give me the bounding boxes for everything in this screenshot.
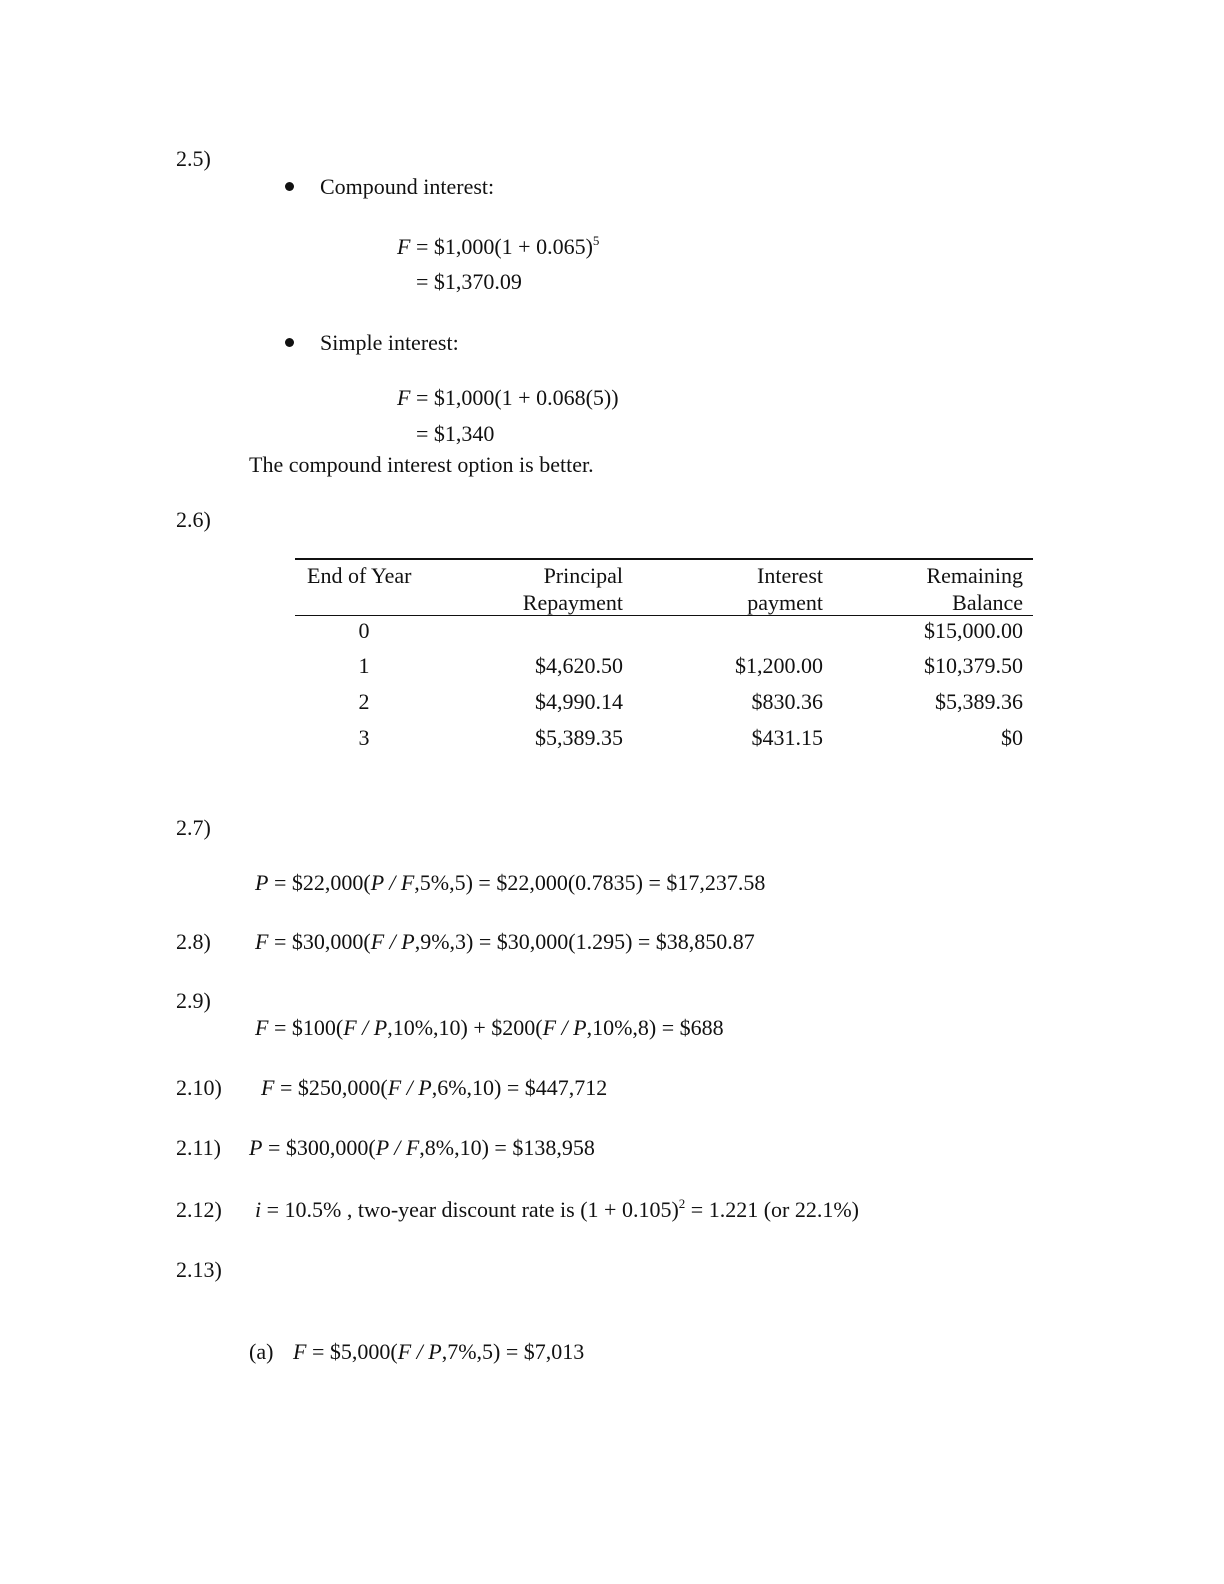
compound-equation-line2: = $1,370.09 — [416, 269, 522, 294]
equation-part: = 10.5% , two-year discount rate is (1 + 0.105) — [261, 1197, 679, 1222]
equation-part: = $22,000( — [268, 870, 371, 895]
equation-part: ,8%,10) = $138,958 — [419, 1135, 595, 1160]
exponent: 5 — [592, 233, 600, 248]
header-interest-2: payment — [747, 590, 823, 615]
factor-notation: F / P — [370, 929, 415, 954]
var-p: P — [249, 1135, 263, 1160]
header-end-of-year: End of Year — [307, 563, 412, 588]
equation-part: ,7%,5) = $7,013 — [441, 1339, 585, 1364]
exponent: 2 — [678, 1196, 686, 1211]
factor-notation: F / P — [542, 1015, 587, 1040]
equation-part: = $300,000( — [262, 1135, 376, 1160]
table-cell-balance: $10,379.50 — [924, 653, 1023, 678]
table-top-rule — [295, 558, 1033, 560]
var-f: F — [261, 1075, 275, 1100]
simple-equation-line2: = $1,340 — [416, 421, 495, 446]
var-p: P — [255, 870, 269, 895]
equation-part: ,9%,3) = $30,000(1.295) = $38,850.87 — [414, 929, 755, 954]
bullet-icon — [285, 338, 294, 347]
var-f: F — [293, 1339, 307, 1364]
var-f: F — [397, 385, 411, 410]
compound-equation-line1 — [397, 233, 600, 259]
table-cell-interest: $830.36 — [751, 689, 823, 714]
problem-label-2-13: 2.13) — [176, 1257, 222, 1282]
table-cell-balance: $5,389.36 — [935, 689, 1023, 714]
table-cell-year: 2 — [358, 689, 370, 714]
header-principal-1: Principal — [543, 563, 623, 588]
equation-part: ,5%,5) = $22,000(0.7835) = $17,237.58 — [414, 870, 766, 895]
simple-heading: Simple interest: — [320, 330, 459, 355]
table-header-rule — [295, 615, 1033, 616]
problem-label-2-10: 2.10) — [176, 1075, 222, 1100]
factor-notation: F / P — [397, 1339, 442, 1364]
factor-notation: F / P — [343, 1015, 388, 1040]
equation-2-13a — [293, 1341, 584, 1363]
problem-label-2-9: 2.9) — [176, 988, 211, 1013]
equation-part: = $100( — [268, 1015, 344, 1040]
compound-heading: Compound interest: — [320, 174, 495, 199]
factor-notation: F / P — [387, 1075, 432, 1100]
header-interest-1: Interest — [757, 563, 823, 588]
bullet-icon — [285, 182, 294, 191]
part-a-label: (a) — [249, 1339, 274, 1364]
equation-part: = $5,000( — [306, 1339, 398, 1364]
equation-2-12 — [255, 1196, 860, 1222]
table-cell-year: 0 — [358, 618, 370, 643]
factor-notation: P / F — [370, 870, 415, 895]
equation-2-8 — [255, 931, 755, 953]
problem-label-2-12: 2.12) — [176, 1197, 222, 1222]
table-cell-principal: $4,990.14 — [535, 689, 623, 714]
table-cell-balance: $15,000.00 — [924, 618, 1023, 643]
simple-equation-line1 — [397, 387, 619, 409]
table-cell-year: 1 — [358, 653, 370, 678]
equation-part: ,6%,10) = $447,712 — [431, 1075, 608, 1100]
table-cell-principal: $5,389.35 — [535, 725, 623, 750]
var-f: F — [255, 929, 269, 954]
header-remaining-1: Remaining — [926, 563, 1023, 588]
problem-label-2-11: 2.11) — [176, 1135, 222, 1160]
factor-notation: P / F — [375, 1135, 420, 1160]
equation-rhs: = $1,000(1 + 0.065) — [410, 234, 593, 259]
problem-label-2-6: 2.6) — [176, 507, 211, 532]
var-i: i — [255, 1197, 262, 1222]
header-remaining-2: Balance — [952, 590, 1023, 615]
conclusion-text: The compound interest option is better. — [249, 452, 594, 477]
table-cell-interest: $1,200.00 — [735, 653, 823, 678]
problem-label-2-8: 2.8) — [176, 929, 211, 954]
header-principal-2: Repayment — [522, 590, 623, 615]
equation-part: ,10%,8) = $688 — [586, 1015, 724, 1040]
table-cell-interest: $431.15 — [751, 725, 823, 750]
equation-2-9 — [255, 1017, 724, 1039]
equation-part: = 1.221 (or 22.1%) — [685, 1197, 860, 1222]
equation-part: ,10%,10) + $200( — [387, 1015, 543, 1040]
table-cell-balance: $0 — [1001, 725, 1023, 750]
equation-2-10 — [261, 1077, 607, 1099]
equation-2-11 — [249, 1137, 595, 1159]
var-f: F — [397, 234, 411, 259]
var-f: F — [255, 1015, 269, 1040]
equation-rhs: = $1,000(1 + 0.068(5)) — [410, 385, 619, 410]
table-cell-principal: $4,620.50 — [535, 653, 623, 678]
problem-label-2-7: 2.7) — [176, 815, 211, 840]
table-cell-year: 3 — [358, 725, 370, 750]
equation-part: = $250,000( — [274, 1075, 388, 1100]
equation-part: = $30,000( — [268, 929, 371, 954]
problem-label-2-5: 2.5) — [176, 146, 211, 171]
equation-2-7 — [255, 872, 765, 894]
